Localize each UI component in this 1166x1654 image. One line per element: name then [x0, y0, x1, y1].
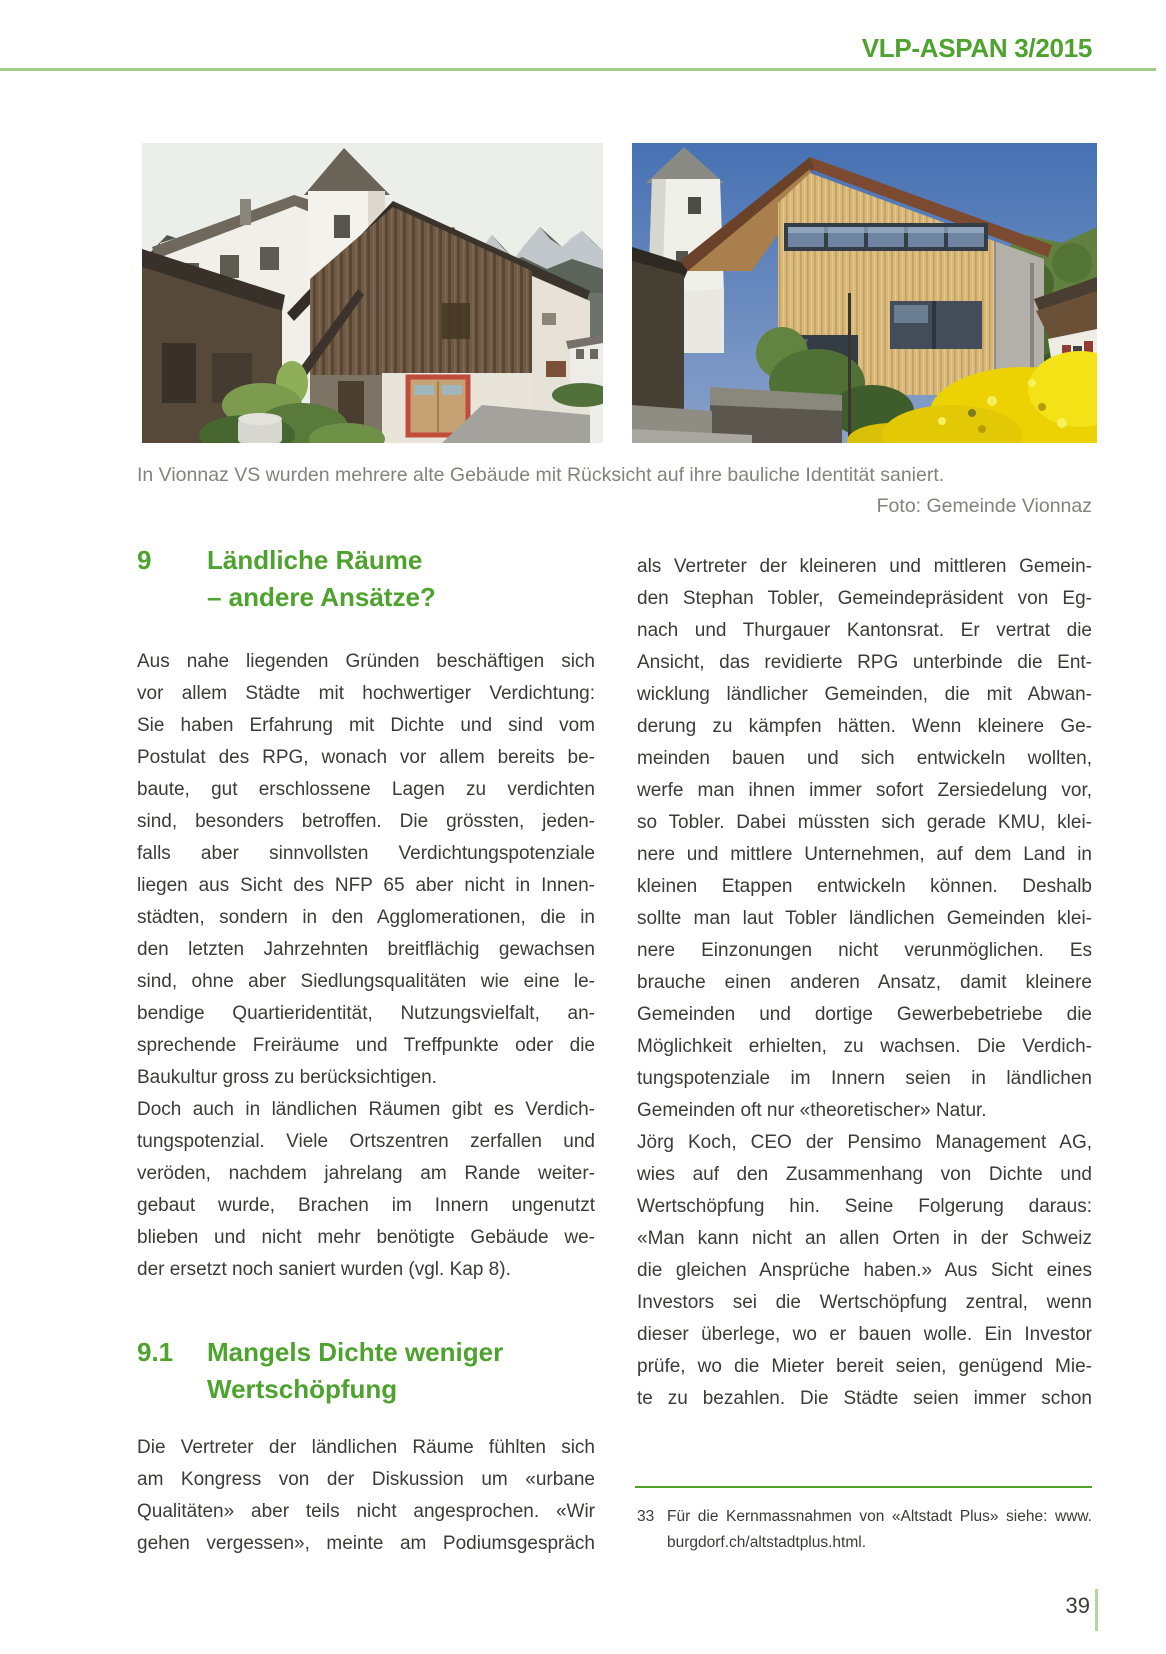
- section-9-heading: [137, 542, 436, 616]
- text-line: Sie haben Erfahrung mit Dichte und sind vom: [137, 715, 595, 736]
- text-line: baute, gut erschlossene Lagen zu verdichten: [137, 779, 595, 800]
- text-line: falls aber sinnvollsten Verdichtungspotenziale: [137, 843, 595, 864]
- section-9-number: 9: [137, 545, 152, 575]
- footnote-rule: [635, 1486, 1092, 1488]
- footnote-33: [637, 1504, 1092, 1556]
- paragraph-rural-representatives: [137, 1432, 595, 1560]
- text-line: den Stephan Tobler, Gemeindepräsident von Eg-: [637, 588, 1092, 609]
- text-line: sollte man laut Tobler ländlichen Gemeinden klei-: [637, 908, 1092, 929]
- footnote-text: [667, 1504, 1092, 1556]
- photo-old-village-buildings: [142, 143, 603, 443]
- right-column-text: [637, 551, 1092, 1415]
- page-number-bar: [1095, 1589, 1098, 1631]
- paragraph-tobler: [637, 551, 1092, 1127]
- figure-caption: In Vionnaz VS wurden mehrere alte Gebäude mit Rücksicht auf ihre bauliche Identität saniert.: [137, 464, 945, 486]
- text-line: nere Einzonungen nicht verunmöglichen. Es: [637, 940, 1092, 961]
- text-line: sind, besonders betroffen. Die grössten, jeden-: [137, 811, 595, 832]
- text-line: Ansicht, das revidierte RPG unterbinde die Ent-: [637, 652, 1092, 673]
- text-line: so Tobler. Dabei müssten sich gerade KMU, klei-: [637, 812, 1092, 833]
- text-line: Aus nahe liegenden Gründen beschäftigen sich: [137, 651, 595, 672]
- section-9-title-line-2: – andere Ansätze?: [207, 582, 436, 612]
- text-line: als Vertreter der kleineren und mittleren Gemein-: [637, 556, 1092, 577]
- section-9-1-title-line-1: Mangels Dichte weniger: [207, 1337, 504, 1367]
- text-line: nach und Thurgauer Kantonsrat. Er vertrat die: [637, 620, 1092, 641]
- text-line: Gemeinden und dortige Gewerbebetriebe die: [637, 1004, 1092, 1025]
- text-line: meinden bauen und sich entwickeln wollten,: [637, 748, 1092, 769]
- footnote-line-2: burgdorf.ch/altstadtplus.html.: [667, 1534, 867, 1551]
- section-9-title-line-1: Ländliche Räume: [207, 545, 423, 575]
- text-line: tungspotenziale im Innern seien in ländlichen: [637, 1068, 1092, 1089]
- text-line: werfe man ihnen immer sofort Zersiedelung vor,: [637, 780, 1092, 801]
- text-line: den letzten Jahrzehnten breitflächig gewachsen: [137, 939, 595, 960]
- left-column-text: [137, 646, 595, 1286]
- text-line: gehen vergessen», meinte am Podiumsgespräch: [137, 1533, 595, 1554]
- text-line: wicklung ländlicher Gemeinden, die mit Abwan-: [637, 684, 1092, 705]
- text-line: der ersetzt noch saniert wurden (vgl. Kap 8).: [137, 1259, 511, 1280]
- text-line: wies auf den Zusammenhang von Dichte und: [637, 1164, 1092, 1185]
- section-9-1-heading: [137, 1334, 503, 1408]
- section-9-1-title-line-2: Wertschöpfung: [207, 1374, 398, 1404]
- text-line: «Man kann nicht an allen Orten in der Schweiz: [637, 1228, 1092, 1249]
- text-line: brauche einen anderen Ansatz, damit kleinere: [637, 972, 1092, 993]
- page-number: 39: [1065, 1593, 1090, 1618]
- header-rule: [0, 68, 1156, 71]
- paragraph-village-centers: [137, 1094, 595, 1286]
- page-header-issue: VLP-ASPAN 3/2015: [861, 33, 1092, 63]
- text-line: Die Vertreter der ländlichen Räume fühlten sich: [137, 1437, 595, 1458]
- text-line: Investors sei die Wertschöpfung zentral, wenn: [637, 1292, 1092, 1313]
- text-line: derung zu kämpfen hätten. Wenn kleinere Ge-: [637, 716, 1092, 737]
- text-line: veröden, nachdem jahrelang am Rande weiter-: [137, 1163, 595, 1184]
- text-line: sprechende Freiräume und Treffpunkte oder die: [137, 1035, 595, 1056]
- text-line: die gleichen Ansprüche haben.» Aus Sicht eines: [637, 1260, 1092, 1281]
- text-line: Gemeinden oft nur «theoretischer» Natur.: [637, 1100, 987, 1121]
- text-line: Postulat des RPG, wonach vor allem bereits be-: [137, 747, 595, 768]
- text-line: prüfe, wo die Mieter bereit seien, genügend Mie-: [637, 1356, 1092, 1377]
- photo-renovated-house: [632, 143, 1097, 443]
- text-line: nere und mittlere Unternehmen, auf dem Land in: [637, 844, 1092, 865]
- text-line: bendige Quartieridentität, Nutzungsvielfalt, an-: [137, 1003, 595, 1024]
- text-line: liegen aus Sicht des NFP 65 aber nicht in Innen-: [137, 875, 595, 896]
- paragraph-koch: [637, 1127, 1092, 1415]
- text-line: sind, ohne aber Siedlungsqualitäten wie eine le-: [137, 971, 595, 992]
- text-line: Möglichkeit erhielten, zu wachsen. Die Verdich-: [637, 1036, 1092, 1057]
- text-line: vor allem Städte mit hochwertiger Verdichtung:: [137, 683, 595, 704]
- footnote-line-1: Für die Kernmassnahmen von «Altstadt Plus» siehe: www.: [667, 1508, 1092, 1525]
- text-line: am Kongress von der Diskussion um «urbane: [137, 1469, 595, 1490]
- footnote-number: 33: [637, 1508, 655, 1525]
- text-line: te zu bezahlen. Die Städte seien immer schon: [637, 1388, 1092, 1409]
- text-line: städten, sondern in den Agglomerationen, die in: [137, 907, 595, 928]
- text-line: gebaut wurde, Brachen im Innern ungenutzt: [137, 1195, 595, 1216]
- paragraph-densification: [137, 646, 595, 1094]
- text-line: kleinen Etappen entwickeln können. Deshalb: [637, 876, 1092, 897]
- text-line: tungspotenzial. Viele Ortszentren zerfallen und: [137, 1131, 595, 1152]
- text-line: dieser überlege, wo er bauen wolle. Ein Investor: [637, 1324, 1092, 1345]
- photo-credit: Foto: Gemeinde Vionnaz: [876, 495, 1092, 517]
- section-9-1-number: 9.1: [137, 1337, 174, 1367]
- text-line: Doch auch in ländlichen Räumen gibt es Verdich-: [137, 1099, 595, 1120]
- text-line: Jörg Koch, CEO der Pensimo Management AG,: [637, 1132, 1092, 1153]
- text-line: Qualitäten» aber teils nicht angesprochen. «Wir: [137, 1501, 595, 1522]
- left-column-text-continued: [137, 1432, 595, 1560]
- text-line: Wertschöpfung hin. Seine Folgerung daraus:: [637, 1196, 1092, 1217]
- text-line: Baukultur gross zu berücksichtigen.: [137, 1067, 437, 1088]
- text-line: blieben und nicht mehr benötigte Gebäude we-: [137, 1227, 595, 1248]
